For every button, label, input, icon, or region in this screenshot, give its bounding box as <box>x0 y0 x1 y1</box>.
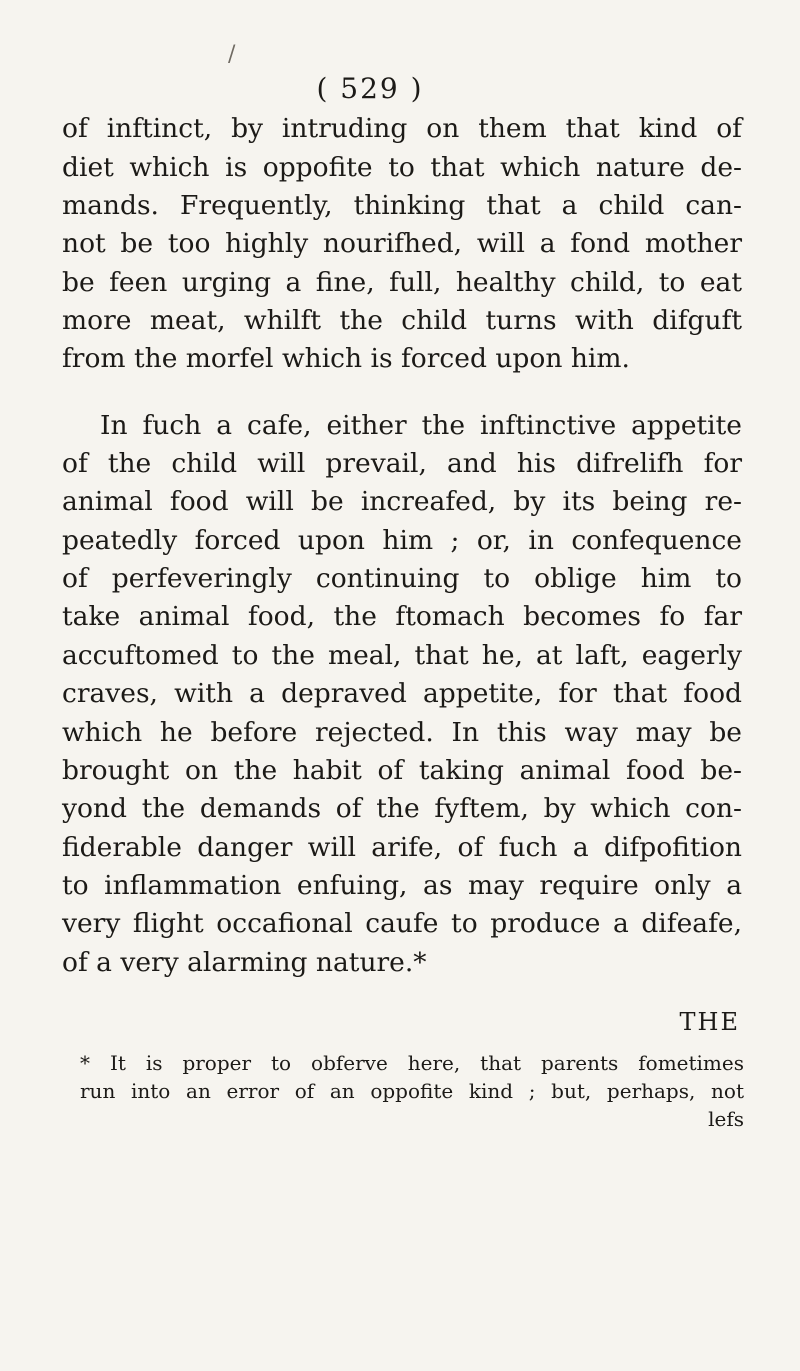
text-line: be feen urging a fine, full, healthy child, to eat <box>62 267 742 298</box>
text-line: of perfeveringly continuing to oblige him to <box>62 563 742 594</box>
text-line: accuftomed to the meal, that he, at laft, eagerly <box>62 640 742 671</box>
text-line: of a very alarming nature.* <box>62 947 427 978</box>
text-line: fiderable danger will arife, of fuch a difpofition <box>62 832 742 863</box>
text-line: to inflammation enfuing, as may require only a <box>62 870 742 901</box>
text-line: which he before rejected. In this way may be <box>62 717 742 748</box>
text-line: of inftinct, by intruding on them that kind of <box>62 113 742 144</box>
catchword: THE <box>679 1008 740 1036</box>
text-line: diet which is oppofite to that which nature de- <box>62 152 742 183</box>
text-line: more meat, whilft the child turns with difguft <box>62 305 742 336</box>
text-line: not be too highly nourifhed, will a fond mother <box>62 228 742 259</box>
footnote-line: * It is proper to obferve here, that parents fometimes <box>80 1051 744 1075</box>
corner-mark: / <box>228 42 236 67</box>
footnote-line: run into an error of an oppofite kind ; but, perhaps, not <box>80 1079 744 1103</box>
text-line: animal food will be increafed, by its being re- <box>62 486 742 517</box>
text-line: from the morfel which is forced upon him. <box>62 343 630 374</box>
text-line: very flight occafional caufe to produce a difeafe, <box>62 908 742 939</box>
text-line: craves, with a depraved appetite, for that food <box>62 678 742 709</box>
page-number: ( 529 ) <box>316 72 424 105</box>
text-line: yond the demands of the fyftem, by which con- <box>62 793 742 824</box>
text-line: In fuch a cafe, either the inftinctive appetite <box>100 410 742 441</box>
footnote-line: lefs <box>708 1107 744 1131</box>
text-line: peatedly forced upon him ; or, in confequence <box>62 525 742 556</box>
text-line: brought on the habit of taking animal food be- <box>62 755 742 786</box>
text-line: mands. Frequently, thinking that a child can- <box>62 190 742 221</box>
text-line: of the child will prevail, and his difrelifh for <box>62 448 742 479</box>
text-line: take animal food, the ftomach becomes fo far <box>62 601 742 632</box>
